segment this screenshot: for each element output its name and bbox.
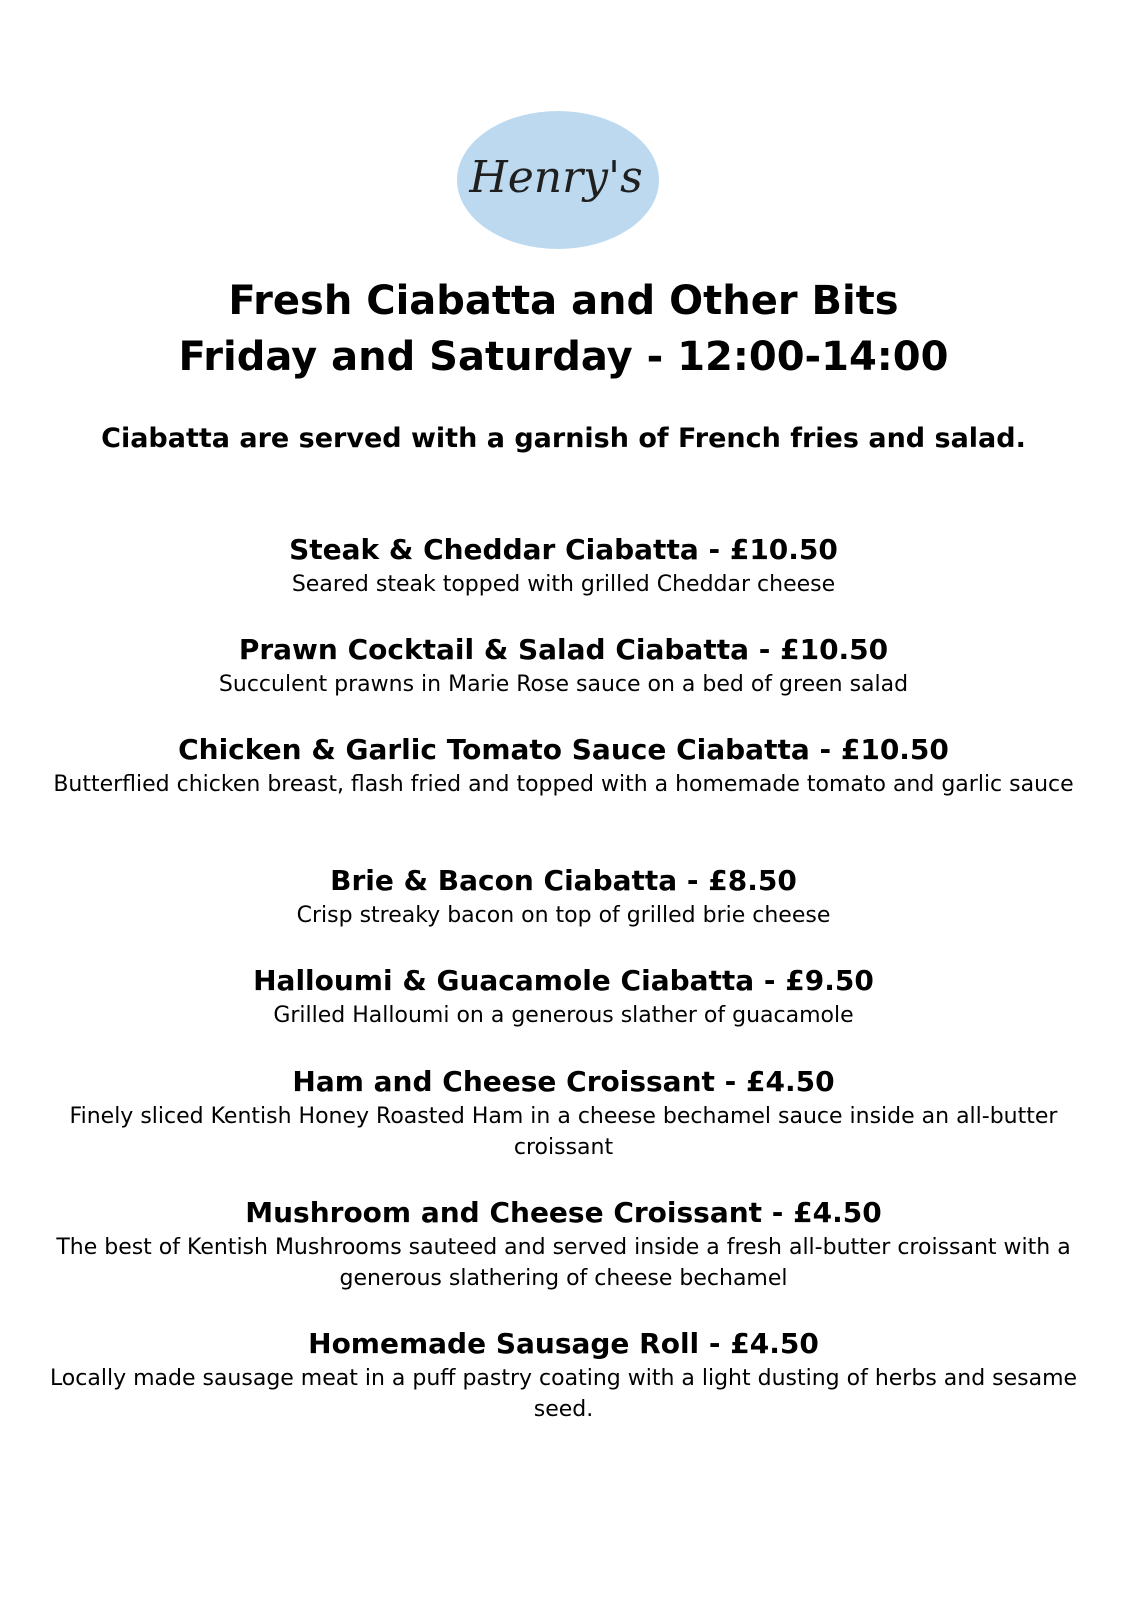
- menu-item-description: Locally made sausage meat in a puff pastry coating with a light dusting of herbs and sesame seed.: [49, 1366, 1078, 1422]
- menu-item-description: Butterflied chicken breast, flash fried and topped with a homemade tomato and garlic sauce: [53, 772, 1074, 797]
- menu-item-name: Steak & Cheddar Ciabatta - £10.50: [289, 533, 838, 566]
- menu-item: [40, 1064, 1087, 1163]
- menu-item-description: Seared steak topped with grilled Cheddar cheese: [291, 572, 836, 597]
- menu-item-name: Brie & Bacon Ciabatta - £8.50: [330, 864, 797, 897]
- menu-item-name: Chicken & Garlic Tomato Sauce Ciabatta - £10.50: [178, 733, 949, 766]
- menu-item: [40, 632, 1087, 700]
- menu-item-name: Prawn Cocktail & Salad Ciabatta - £10.50: [238, 633, 889, 666]
- menu-item: [40, 732, 1087, 800]
- logo-text: Henry's: [469, 152, 643, 203]
- menu-title: Fresh Ciabatta and Other Bits: [228, 278, 899, 324]
- menu-schedule: Friday and Saturday - 12:00-14:00: [178, 334, 949, 380]
- menu-item-description: Crisp streaky bacon on top of grilled brie cheese: [296, 903, 831, 928]
- menu-item-description: Finely sliced Kentish Honey Roasted Ham in a cheese bechamel sauce inside an all-butter croissant: [69, 1104, 1058, 1160]
- menu-item-name: Halloumi & Guacamole Ciabatta - £9.50: [253, 964, 874, 997]
- menu-item-name: Homemade Sausage Roll - £4.50: [308, 1327, 819, 1360]
- menu-item-description: Grilled Halloumi on a generous slather of guacamole: [273, 1003, 854, 1028]
- menu-item: [40, 532, 1087, 600]
- menu-item-name: Ham and Cheese Croissant - £4.50: [292, 1065, 835, 1098]
- menu-item: [40, 1326, 1087, 1425]
- menu-item: [40, 963, 1087, 1031]
- menu-items: [40, 0, 1087, 1600]
- menu-item-description: Succulent prawns in Marie Rose sauce on a bed of green salad: [218, 672, 909, 697]
- menu-item-name: Mushroom and Cheese Croissant - £4.50: [245, 1196, 882, 1229]
- intro-text: Ciabatta are served with a garnish of French fries and salad.: [101, 423, 1026, 454]
- menu-item-description: The best of Kentish Mushrooms sauteed and served inside a fresh all-butter croissant with a generous slathering of cheese bechamel: [56, 1235, 1071, 1291]
- menu-item: [40, 1195, 1087, 1294]
- menu-item: [40, 863, 1087, 931]
